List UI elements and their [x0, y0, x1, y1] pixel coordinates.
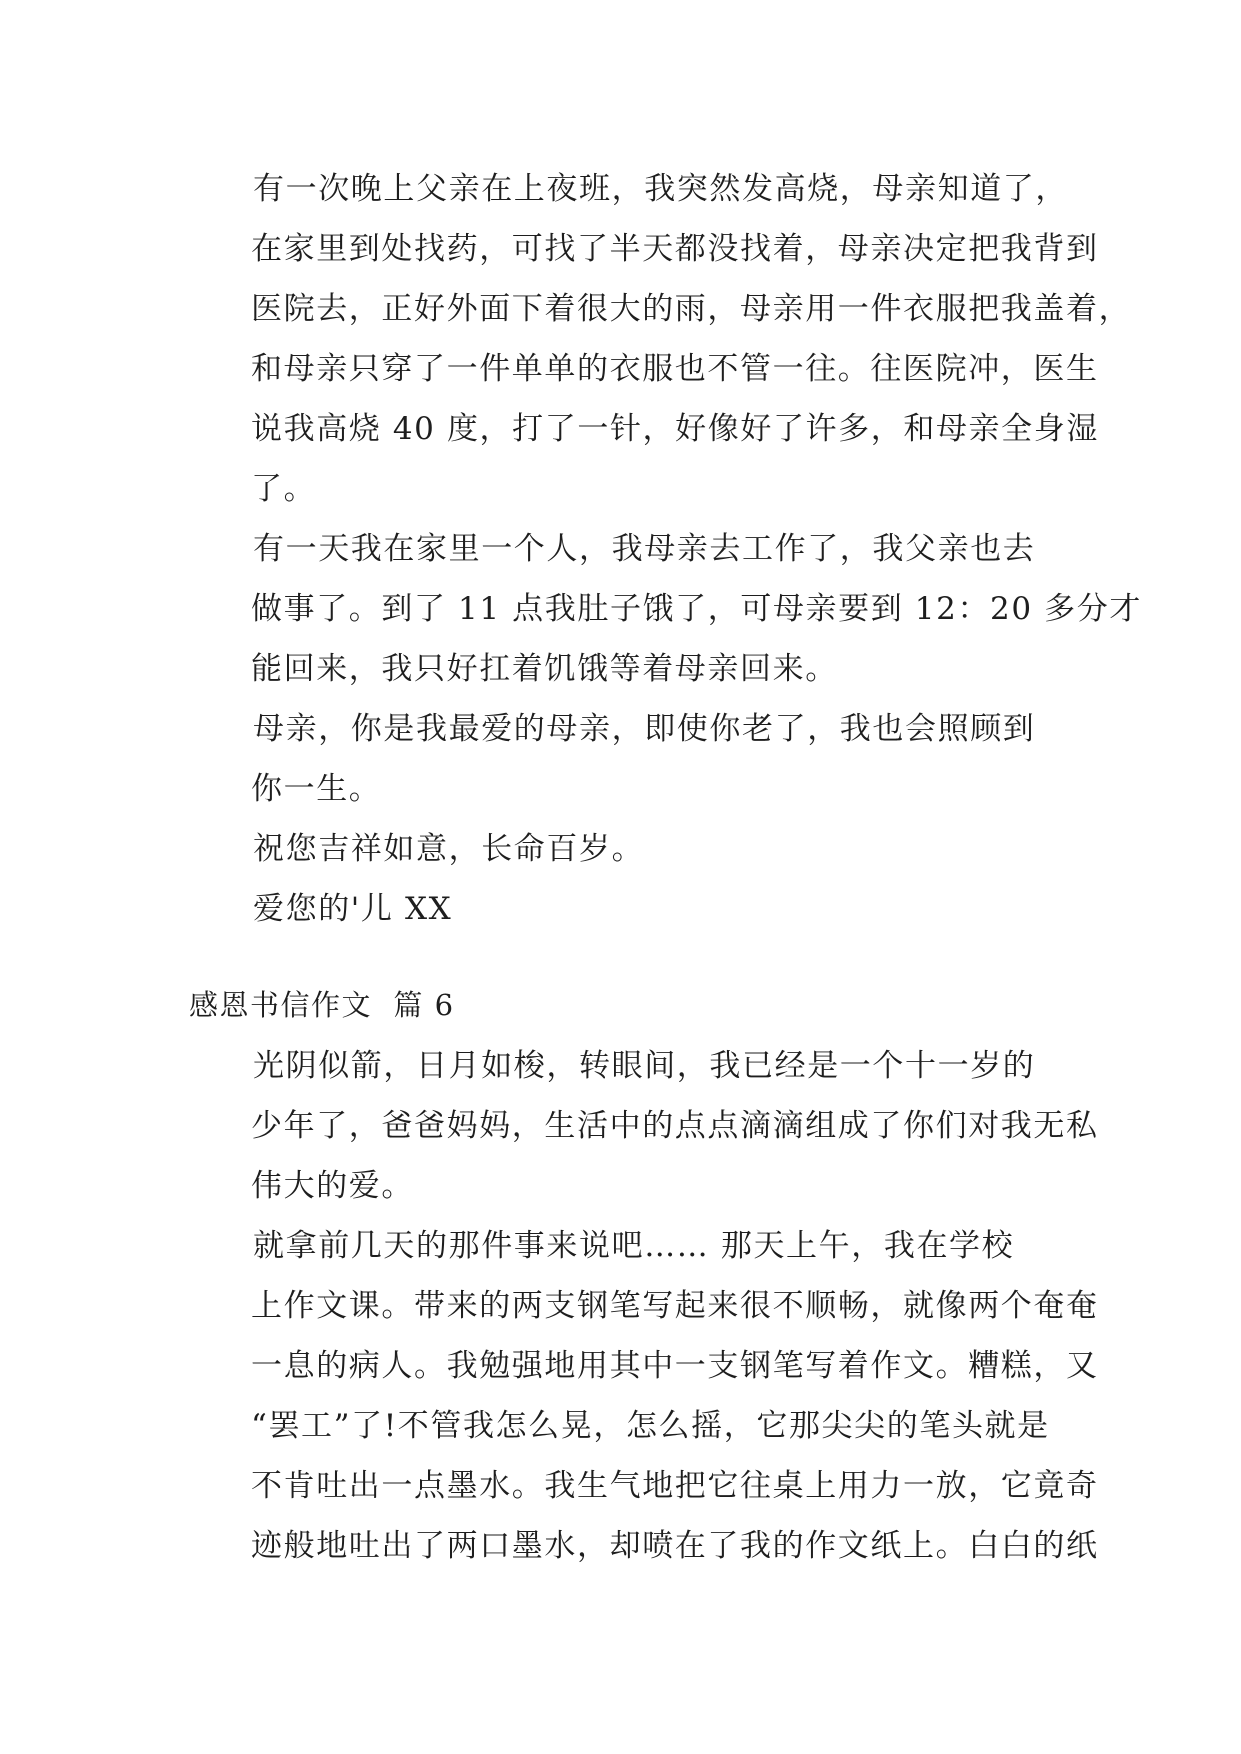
text-line: 就拿前几天的那件事来说吧…… 那天上午，我在学校 [253, 1228, 1015, 1264]
text-line: 光阴似箭，日月如梭，转眼间，我已经是一个十一岁的 [253, 1048, 1036, 1084]
text-line: 在家里到处找药，可找了半天都没找着，母亲决定把我背到 [251, 231, 1099, 267]
text-line: 做事了。到了 11 点我肚子饿了，可母亲要到 12：20 多分才 [251, 591, 1142, 627]
text-line: 你一生。 [251, 771, 382, 807]
text-line: 不肯吐出一点墨水。我生气地把它往桌上用力一放，它竟奇 [251, 1468, 1099, 1504]
paragraph [189, 699, 1059, 819]
paragraph [189, 1216, 1099, 1576]
text-line: 一息的病人。我勉强地用其中一支钢笔写着作文。糟糕，又 [251, 1348, 1099, 1384]
text-line: 祝您吉祥如意，长命百岁。 [253, 831, 645, 867]
text-line: 有一天我在家里一个人，我母亲去工作了，我父亲也去 [253, 531, 1036, 567]
text-line: “罢工”了!不管我怎么晃，怎么摇，它那尖尖的笔头就是 [251, 1408, 1050, 1444]
text-line: 和母亲只穿了一件单单的衣服也不管一往。往医院冲，医生 [251, 351, 1099, 387]
text-line: 迹般地吐出了两口墨水，却喷在了我的作文纸上。白白的纸 [251, 1528, 1099, 1564]
section-title: 感恩书信作文 篇 6 [189, 988, 455, 1022]
text-line: 说我高烧 40 度，打了一针，好像好了许多，和母亲全身湿 [251, 411, 1099, 447]
text-line: 少年了，爸爸妈妈，生活中的点点滴滴组成了你们对我无私 [251, 1108, 1099, 1144]
text-line: 了。 [251, 471, 317, 507]
signature [189, 879, 1059, 939]
text-line: 母亲，你是我最爱的母亲，即使你老了，我也会照顾到 [253, 711, 1036, 747]
text-line: 有一次晚上父亲在上夜班，我突然发高烧，母亲知道了， [253, 171, 1068, 207]
text-line: 上作文课。带来的两支钢笔写起来很不顺畅，就像两个奄奄 [251, 1288, 1099, 1324]
paragraph [189, 519, 1142, 699]
section-body [189, 1036, 1099, 1576]
text-line: 爱您的'儿 XX [253, 891, 453, 927]
closing-wish [189, 819, 1059, 879]
text-line: 医院去，正好外面下着很大的雨，母亲用一件衣服把我盖着， [251, 291, 1132, 327]
text-line: 伟大的爱。 [251, 1168, 414, 1204]
paragraph [189, 159, 1132, 519]
paragraph [189, 1036, 1099, 1216]
text-line: 能回来，我只好扛着饥饿等着母亲回来。 [251, 651, 838, 687]
letter-body [189, 159, 1142, 939]
